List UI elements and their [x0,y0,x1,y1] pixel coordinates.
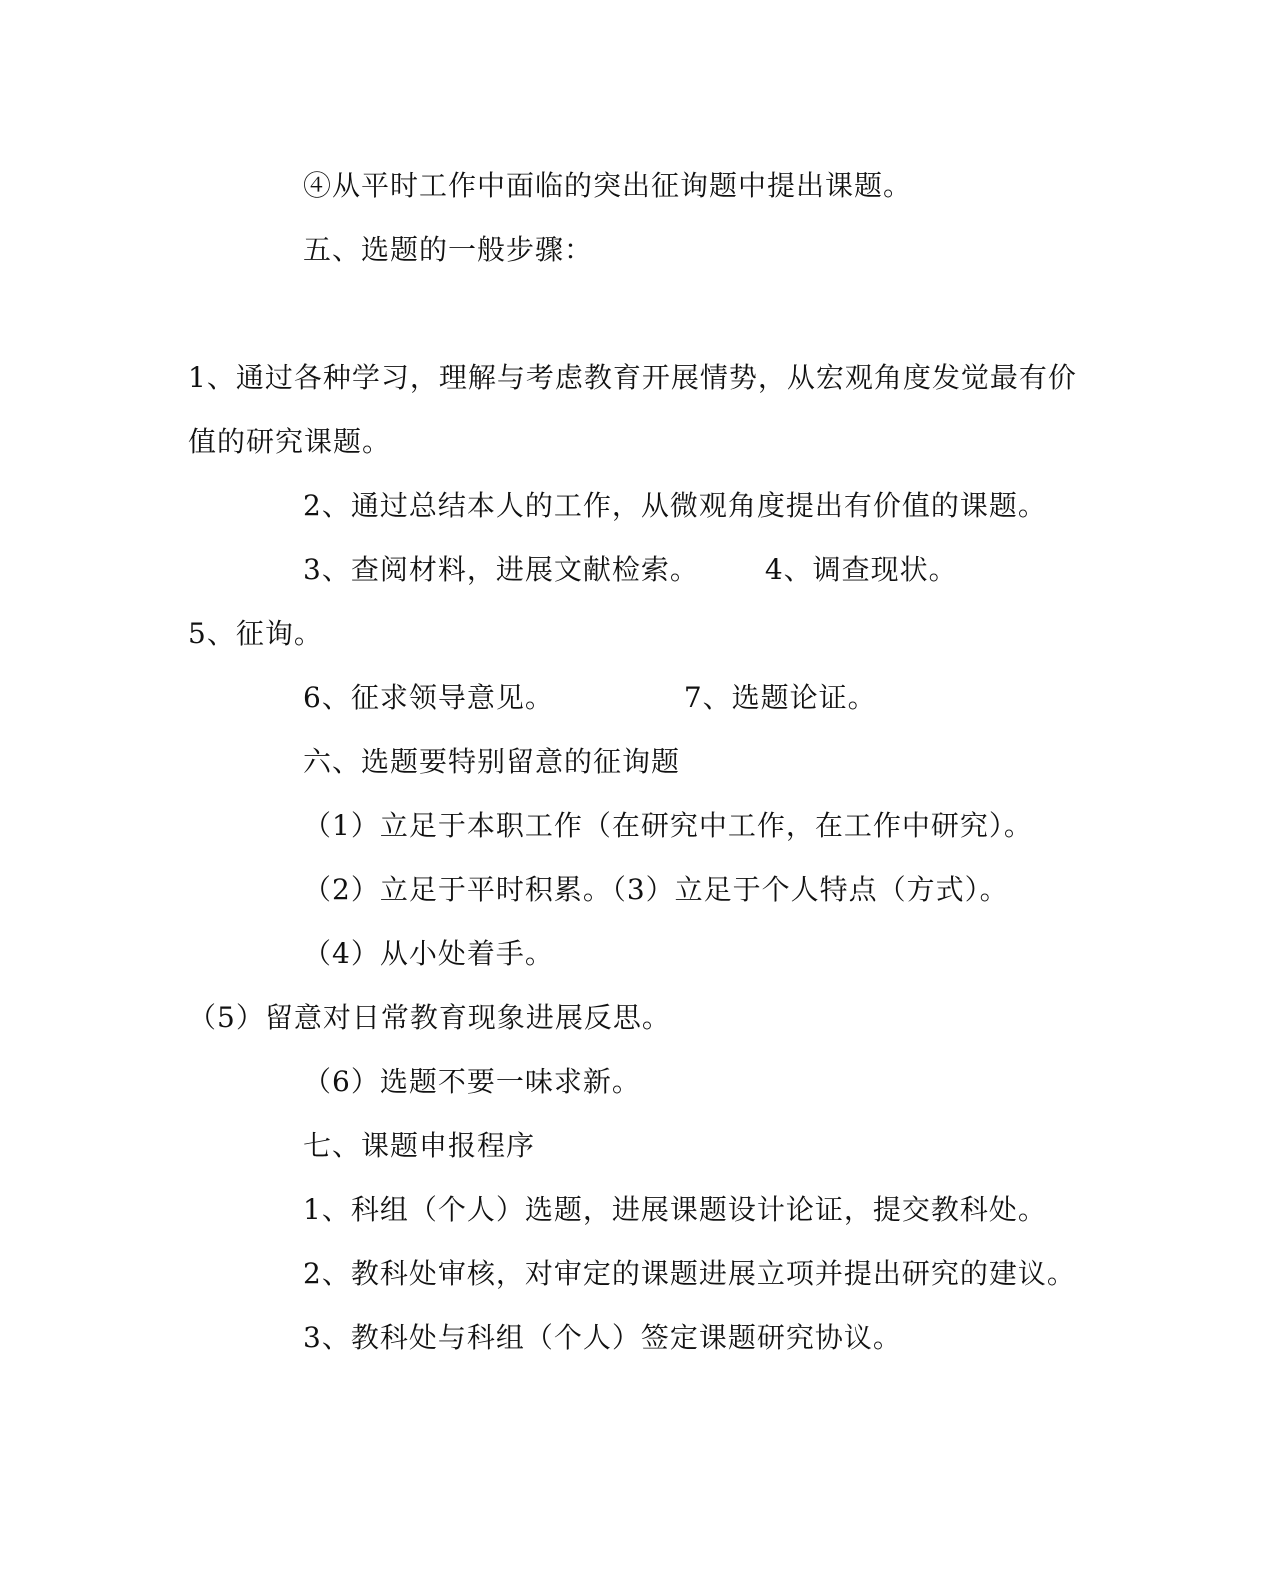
text-line-item-2-3: （2）立足于平时积累。（3）立足于个人特点（方式）。 [303,873,1009,906]
section-heading-6: 六、选题要特别留意的征询题 [303,745,681,778]
text-line-item-6: （6）选题不要一味求新。 [303,1065,641,1098]
section-heading-5: 五、选题的一般步骤： [303,233,594,266]
text-line-step-6-7 [303,681,877,715]
section-heading-7: 七、课题申报程序 [303,1129,536,1162]
text-line-step-5: 5、征询。 [188,617,323,650]
text-line-step-1: 1、通过各种学习，理解与考虑教育开展情势，从宏观角度发觉最有价 [188,361,1077,394]
step-4-text: 4、调查现状。 [764,553,958,586]
text-line-step-3-4 [303,553,958,587]
text-line-item-4: （4）从小处着手。 [303,937,554,970]
text-line-step-2: 2、通过总结本人的工作，从微观角度提出有价值的课题。 [303,489,1047,522]
step-3-text: 3、查阅材料，进展文献检索。 [303,553,699,586]
step-6-text: 6、征求领导意见。 [303,681,554,714]
text-line-proc-2: 2、教科处审核，对审定的课题进展立项并提出研究的建议。 [303,1257,1076,1290]
step-7-text: 7、选题论证。 [683,681,877,714]
text-line-1: ④从平时工作中面临的突出征询题中提出课题。 [303,169,913,202]
text-line-item-5: （5）留意对日常教育现象进展反思。 [188,1001,671,1034]
text-line-proc-1: 1、科组（个人）选题，进展课题设计论证，提交教科处。 [303,1193,1047,1226]
text-line-step-1-cont: 值的研究课题。 [188,425,392,458]
text-line-proc-3: 3、教科处与科组（个人）签定课题研究协议。 [303,1321,902,1354]
text-line-item-1: （1）立足于本职工作（在研究中工作，在工作中研究）。 [303,809,1033,842]
